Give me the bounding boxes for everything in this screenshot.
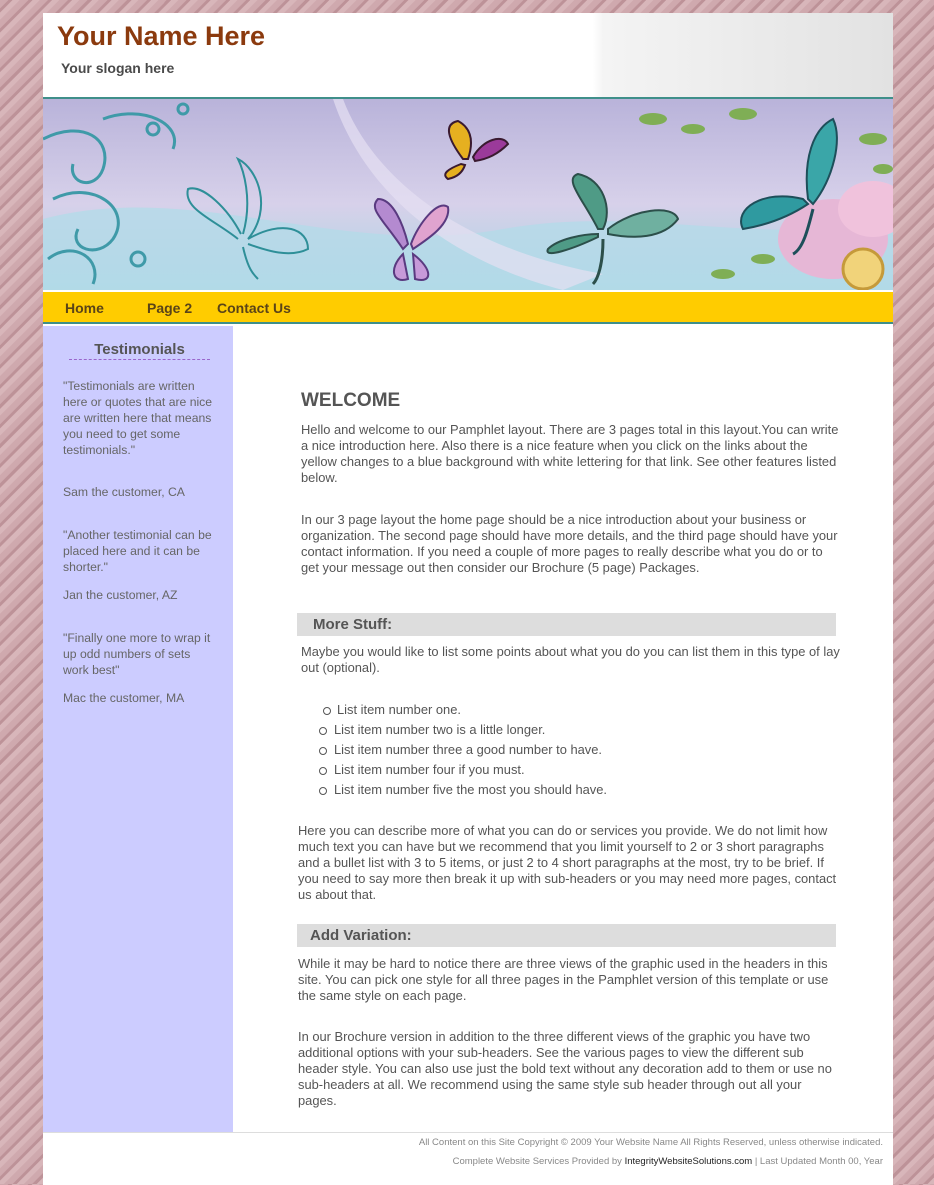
footer-copyright: All Content on this Site Copyright © 2009 Your Website Name All Rights Reserved, unless otherwise indicated. [418, 1137, 883, 1148]
testimonial-author: Mac the customer, MA [63, 691, 185, 705]
list-bullet-icon [319, 747, 327, 755]
nav-contact-us[interactable]: Contact Us [217, 300, 291, 316]
testimonial-author: Jan the customer, AZ [63, 588, 178, 602]
sidebar-title: Testimonials [69, 341, 210, 360]
footer-updated: | Last Updated Month 00, Year [752, 1156, 883, 1167]
nav-home[interactable]: Home [65, 300, 104, 316]
site-header [43, 13, 893, 97]
nav-page-2[interactable]: Page 2 [147, 300, 193, 316]
site-name[interactable]: Your Name Here [57, 21, 266, 51]
more-stuff-paragraph: Maybe you would like to list some points about what you do you can list them in this type of lay out (optional). [301, 644, 840, 675]
variation-paragraph: While it may be hard to notice there are three views of the graphic used in the headers in this site. You can pick one style for all three pages in the Pamphlet version of this template or use the same style on each page. [298, 956, 829, 1003]
list-item: List item number three a good number to have. [334, 742, 602, 757]
page-container [43, 13, 893, 1184]
subheader-add-variation [297, 924, 836, 947]
list-item: List item number four if you must. [334, 762, 525, 777]
welcome-heading: WELCOME [301, 390, 401, 411]
variation-paragraph: In our Brochure version in addition to the three different views of the graphic you have two additional options with your sub-headers. See the various pages to view the different sub header style. You can also use just the bold text without any decoration add to them or use no sub-headers at all. We recommend using the same style sub header through out all your pages. [298, 1029, 832, 1108]
main-content [233, 326, 893, 1132]
subheader-more-stuff [297, 613, 836, 636]
header-banner [43, 97, 893, 296]
list-item: List item number one. [337, 702, 461, 717]
list-bullet-icon [319, 767, 327, 775]
footer-credits [453, 1156, 883, 1167]
list-item: List item number five the most you should have. [334, 782, 607, 797]
main-nav [43, 292, 893, 324]
site-footer [43, 1132, 893, 1185]
list-bullet-icon [319, 787, 327, 795]
list-bullet-icon [323, 707, 331, 715]
services-paragraph: Here you can describe more of what you can do or services you provide. We do not limit how much text you can have but we recommend that you limit yourself to 2 or 3 short paragraphs and a bullet list with 3 to 5 items, or just 2 to 4 short paragraphs at the most, try to be brief. If you need to say more then break it up with sub-headers or you may need more pages, contact us about that. [298, 823, 837, 902]
intro-paragraph: Hello and welcome to our Pamphlet layout. There are 3 pages total in this layout.You can write a nice introduction here. Also there is a nice feature when you click on the links about the yellow changes to a blue background with white lettering for that link. See other features listed below. [301, 422, 839, 485]
subheader-title: Add Variation: [310, 927, 412, 944]
butterfly-banner-image [43, 99, 893, 290]
testimonial-quote: "Another testimonial can be placed here and it can be shorter." [63, 528, 212, 574]
footer-services-label: Complete Website Services Provided by [452, 1156, 622, 1167]
site-slogan: Your slogan here [61, 60, 175, 76]
footer-services-link[interactable]: IntegrityWebsiteSolutions.com [624, 1156, 753, 1167]
intro-paragraph: In our 3 page layout the home page should be a nice introduction about your business or organization. The second page should have more details, and the third page should have your contact information. If you need a couple of more pages to really describe what you do or to get your message out then consider our Brochure (5 page) Packages. [301, 512, 838, 575]
testimonial-author: Sam the customer, CA [63, 485, 185, 499]
testimonial-quote: "Finally one more to wrap it up odd numbers of sets work best" [63, 631, 211, 677]
testimonials-sidebar [43, 326, 233, 1132]
testimonial-quote: "Testimonials are written here or quotes that are nice are written here that means you need to get some testimonials." [63, 379, 213, 457]
list-item: List item number two is a little longer. [334, 722, 546, 737]
subheader-title: More Stuff: [313, 616, 393, 633]
list-bullet-icon [319, 727, 327, 735]
